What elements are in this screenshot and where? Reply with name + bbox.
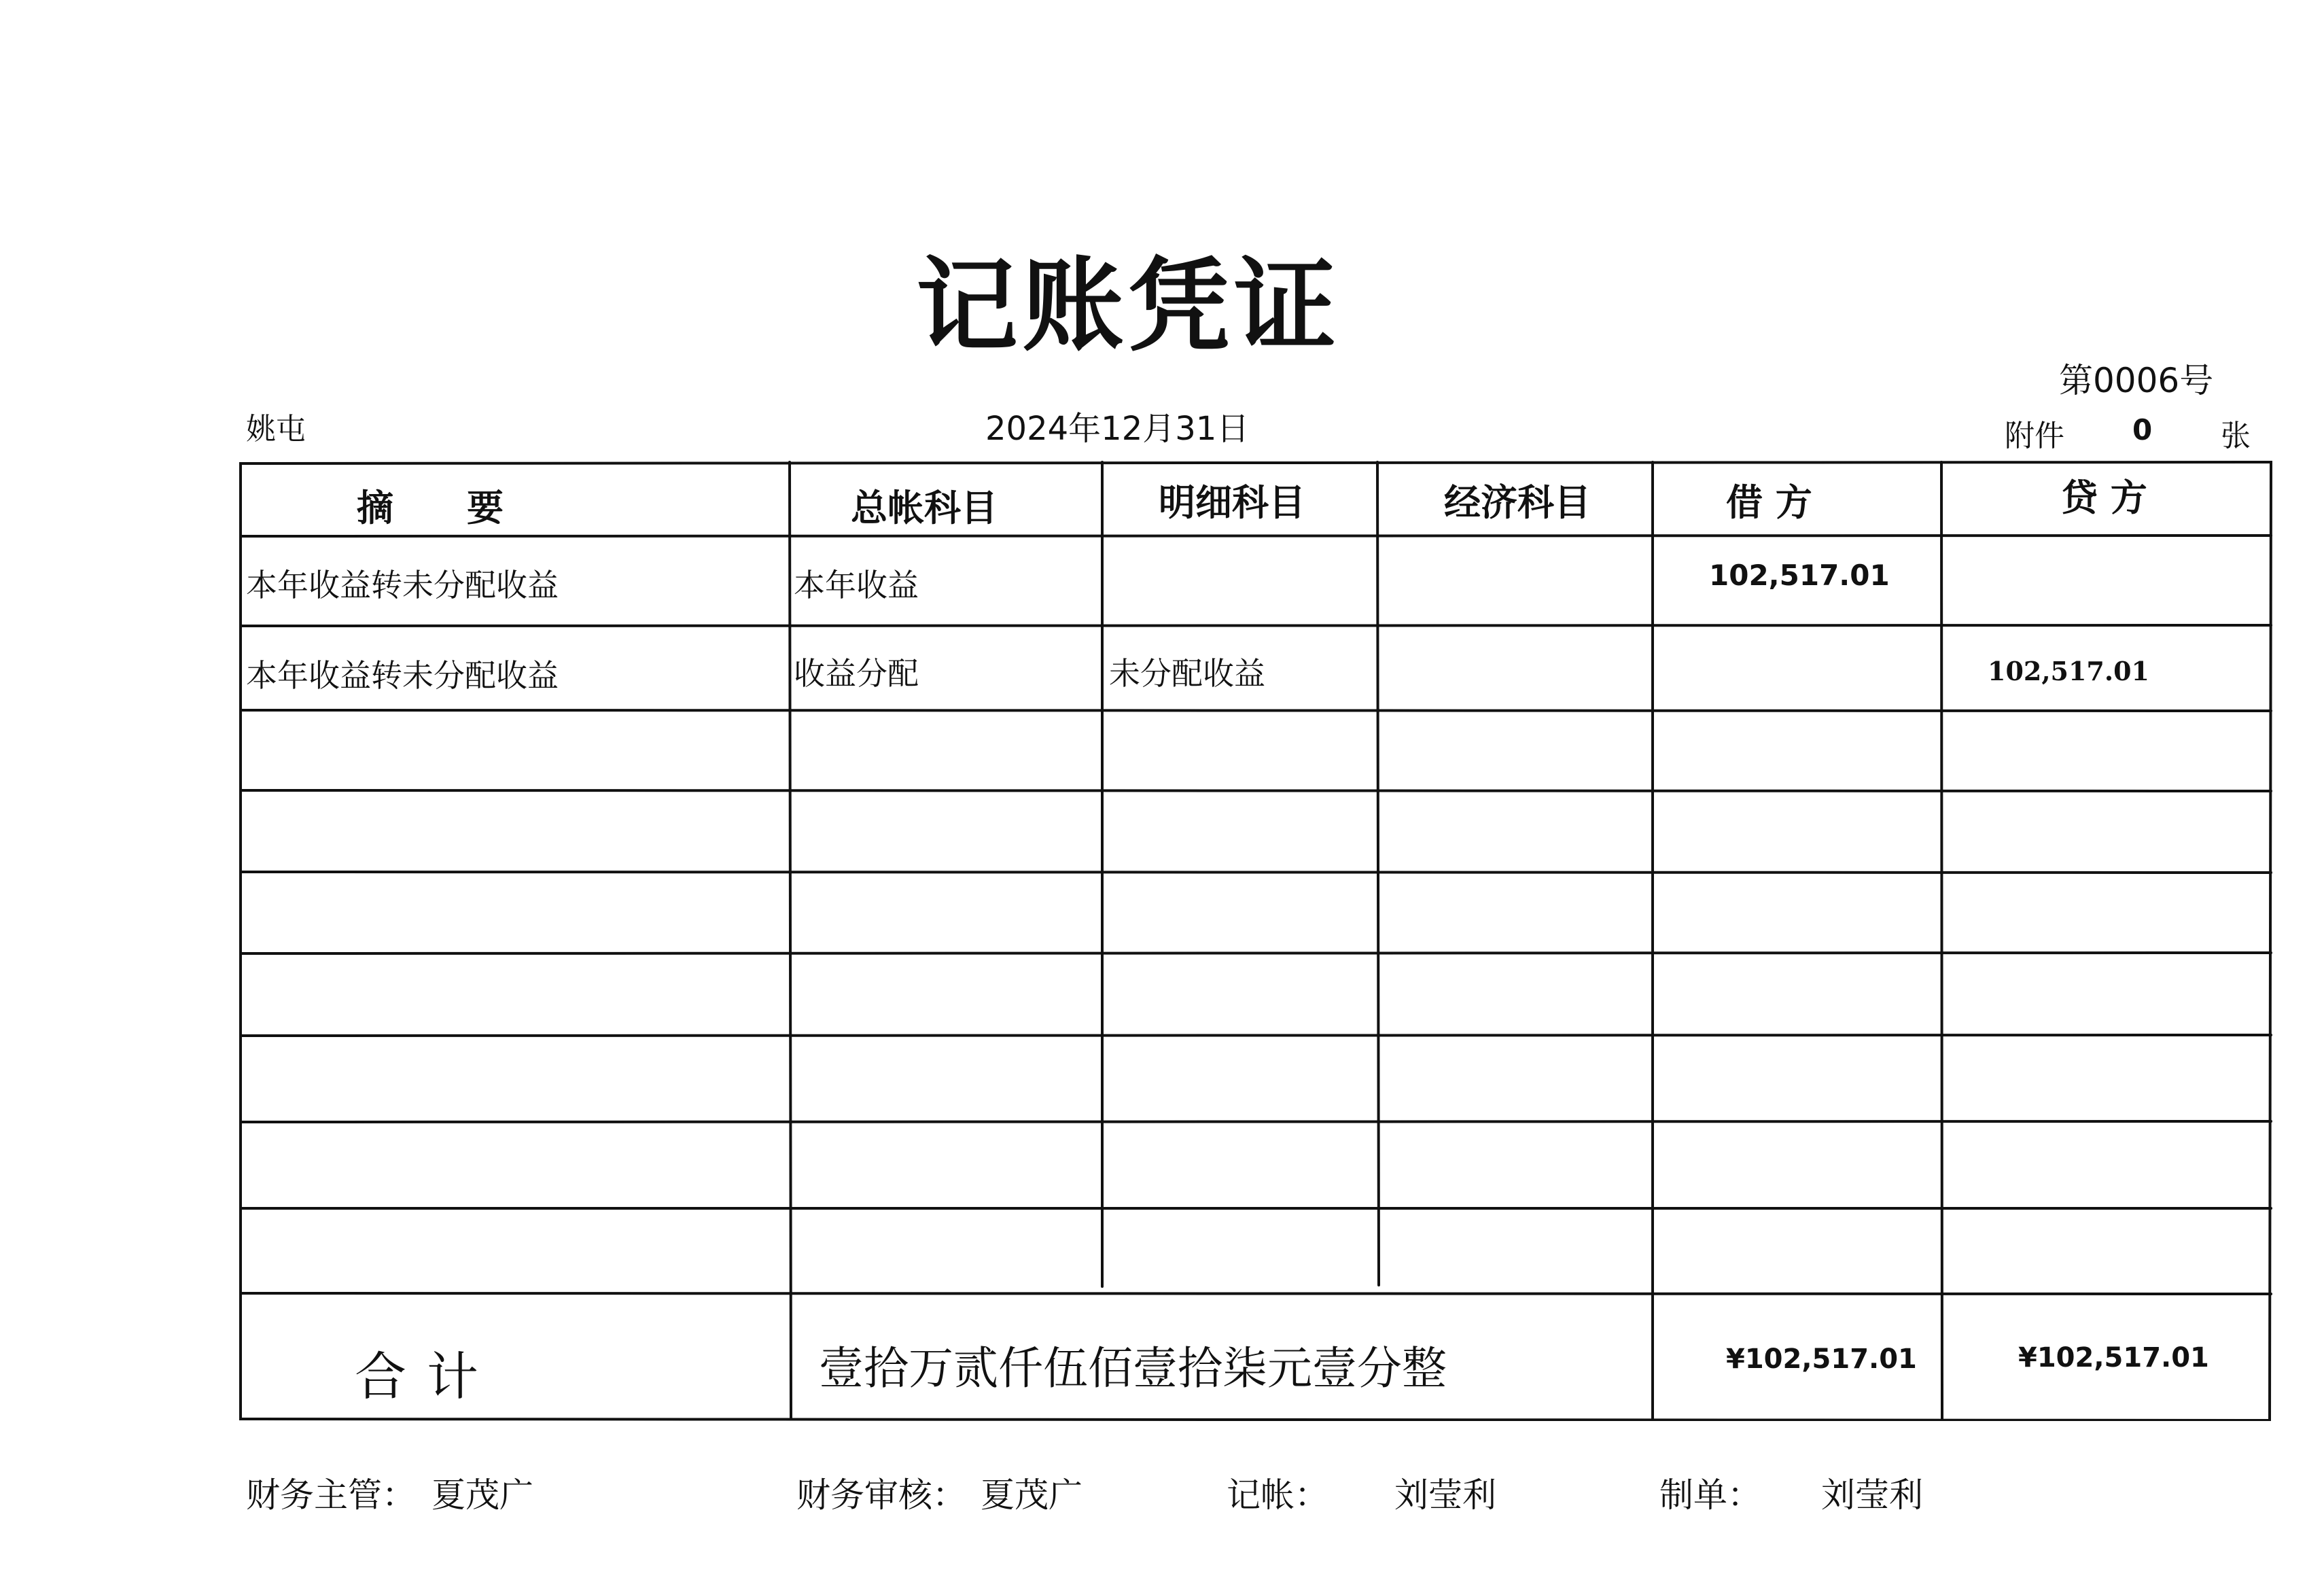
- attachment-label: 附件: [2005, 419, 2064, 453]
- column-header-general-account: 总帐科目: [851, 487, 998, 529]
- row-1-general-account: 本年收益: [794, 567, 919, 603]
- bookkeeper-name: 刘莹利: [1394, 1475, 1496, 1515]
- attachment-count: 0: [2132, 413, 2153, 446]
- row-2-detail-account: 未分配收益: [1109, 655, 1265, 692]
- total-amount-in-words: 壹拾万贰仟伍佰壹拾柒元壹分整: [819, 1342, 1447, 1395]
- row-1-summary: 本年收益转未分配收益: [246, 567, 559, 603]
- finance-audit-name: 夏茂广: [981, 1475, 1082, 1515]
- row-2-summary: 本年收益转未分配收益: [246, 657, 559, 694]
- row-2-credit: 102,517.01: [1988, 656, 2149, 686]
- column-header-debit: 借 方: [1726, 481, 1812, 524]
- voucher-number: 第0006号: [2059, 361, 2214, 400]
- bookkeeper-label: 记帐：: [1227, 1475, 1328, 1515]
- column-header-summary: 摘 要: [357, 487, 504, 529]
- voucher-maker-name: 刘莹利: [1821, 1475, 1923, 1515]
- attachment-unit: 张: [2221, 419, 2251, 453]
- column-header-economic-account: 经济科目: [1444, 481, 1591, 524]
- total-label: 合计: [355, 1346, 499, 1407]
- column-header-detail-account: 明细科目: [1159, 481, 1305, 524]
- total-credit: ¥102,517.01: [2018, 1342, 2209, 1373]
- voucher-title: 记账凭证: [915, 246, 1340, 366]
- voucher-maker-label: 制单：: [1659, 1475, 1761, 1515]
- voucher-date: 2024年12月31日: [985, 410, 1250, 448]
- total-debit: ¥102,517.01: [1726, 1344, 1917, 1375]
- column-header-credit: 贷 方: [2061, 476, 2147, 519]
- row-1-debit: 102,517.01: [1709, 559, 1890, 592]
- row-2-general-account: 收益分配: [794, 655, 919, 692]
- finance-manager-name: 夏茂广: [432, 1475, 533, 1515]
- finance-audit-label: 财务审核：: [796, 1475, 966, 1515]
- finance-manager-label: 财务主管：: [246, 1475, 416, 1515]
- unit-name: 姚屯: [246, 412, 306, 446]
